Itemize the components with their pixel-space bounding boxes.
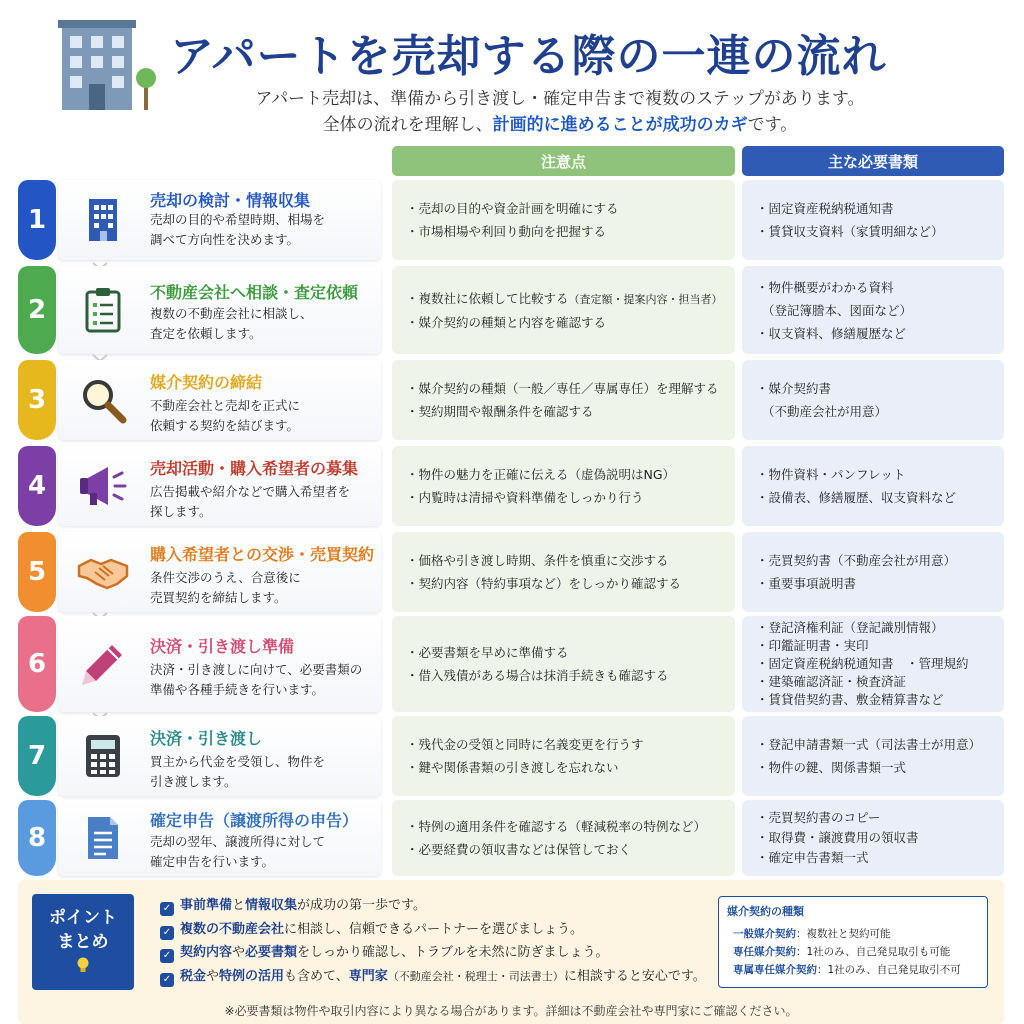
notes-card (392, 180, 735, 260)
step-title: 媒介契約の締結 (150, 373, 263, 392)
note-item: ・複数社に依頼して比較する（査定額・提案内容・担当者） (406, 290, 723, 306)
points-summary-box: ポイント まとめ (32, 894, 134, 990)
step-4 (18, 446, 1004, 526)
step-card (58, 180, 381, 260)
handshake-icon (76, 545, 130, 599)
step-title: 決済・引き渡し準備 (150, 637, 295, 656)
docs-card (742, 266, 1004, 354)
magnifier-icon (76, 373, 130, 427)
step-description: 広告掲載や紹介などで購入希望者を 探します。 (150, 484, 351, 519)
step-description: 条件交渉のうえ、合意後に 売買契約を締結します。 (150, 570, 301, 605)
docs-card (742, 716, 1004, 796)
note-item: ・売却の目的や資金計画を明確にする (406, 201, 619, 216)
type-row: 専属専任媒介契約：1社のみ、自己発見取引不可 (733, 964, 961, 976)
check-icon: ✓ (160, 973, 174, 987)
step-number: 5 (18, 532, 56, 612)
page-title: アパートを売却する際の一連の流れ (170, 31, 887, 82)
step-card (58, 532, 381, 612)
step-number: 8 (18, 800, 56, 876)
doc-item: ・賃貸借契約書、敷金精算書など (756, 692, 944, 707)
doc-item: ・収支資料、修繕履歴など (756, 325, 907, 341)
doc-item: ・登記申請書類一式（司法書士が用意） (756, 737, 982, 752)
note-item: ・契約内容（特約事項など）をしっかり確認する (406, 576, 682, 591)
step-number: 1 (18, 180, 56, 260)
step-title: 購入希望者との交渉・売買契約 (150, 545, 375, 564)
check-icon: ✓ (160, 926, 174, 940)
doc-item: ・印鑑証明書・実印 (756, 638, 869, 653)
note-item: ・特例の適用条件を確認する（軽減税率の特例など） (406, 819, 707, 834)
step-description: 不動産会社と売却を正式に 依頼する契約を結びます。 (150, 398, 301, 433)
step-title: 決済・引き渡し (150, 729, 263, 748)
summary-point: ✓ 税金や特例の活用も含めて、専門家（不動産会社・税理士・司法書士）に相談すると安心です。 (160, 965, 730, 989)
doc-item: ・賃貸収支資料（家賃明細など） (756, 224, 944, 239)
notes-card (392, 800, 735, 876)
step-description: 売却の翌年、譲渡所得に対して 確定申告を行います。 (150, 834, 326, 869)
step-number: 4 (18, 446, 56, 526)
step-card (58, 360, 381, 440)
doc-item: ・登記済権利証（登記識別情報） (756, 620, 944, 635)
summary-panel (18, 880, 1004, 1024)
notes-card (392, 360, 735, 440)
docs-card (742, 180, 1004, 260)
notes-card (392, 266, 735, 354)
calculator-icon (76, 729, 130, 783)
doc-item: ・重要事項説明書 (756, 576, 857, 591)
megaphone-icon (76, 459, 130, 513)
note-item: ・鍵や関係書類の引き渡しを忘れない (406, 760, 619, 775)
step-description: 決済・引き渡しに向けて、必要書類の 準備や各種手続きを行います。 (150, 662, 363, 697)
summary-point: ✓ 複数の不動産会社に相談し、信頼できるパートナーを選びましょう。 (160, 918, 730, 942)
docs-card (742, 616, 1004, 712)
step-6 (18, 616, 1004, 712)
step-3 (18, 360, 1004, 440)
step-number: 6 (18, 616, 56, 712)
subtitle-highlight: 計画的に進めることが成功のカギ (492, 115, 748, 135)
step-card (58, 616, 381, 712)
summary-point: ✓ 契約内容や必要書類をしっかり確認し、トラブルを未然に防ぎましょう。 (160, 941, 730, 965)
type-row: 専任媒介契約：1社のみ、自己発見取引も可能 (733, 946, 951, 958)
doc-item: ・媒介契約書 (756, 381, 832, 396)
step-title: 不動産会社へ相談・査定依頼 (150, 283, 359, 302)
docs-card (742, 800, 1004, 876)
step-title: 売却活動・購入希望者の募集 (150, 459, 359, 478)
note-item: ・市場相場や利回り動向を把握する (406, 224, 607, 239)
check-icon: ✓ (160, 949, 174, 963)
lightbulb-icon (75, 956, 91, 974)
step-card (58, 266, 381, 354)
notes-card (392, 446, 735, 526)
step-card (58, 716, 381, 796)
header (0, 0, 1024, 140)
page-subtitle-line1: アパート売却は、準備から引き渡し・確定申告まで複数のステップがあります。 (255, 89, 865, 109)
doc-item: ・物件資料・パンフレット (756, 467, 906, 482)
doc-item: ・物件の鍵、関係書類一式 (756, 760, 907, 775)
doc-item: ・建築確認済証・検査済証 (756, 674, 907, 689)
note-item: ・物件の魅力を正確に伝える（虚偽説明はNG） (406, 467, 676, 482)
note-item: ・残代金の受領と同時に名義変更を行うす (406, 737, 644, 752)
page-subtitle-line2: 全体の流れを理解し、計画的に進めることが成功のカギです。 (322, 115, 798, 135)
clipboard-icon (76, 283, 130, 337)
doc-item: ・確定申告書類一式 (756, 850, 869, 865)
step-number: 2 (18, 266, 56, 354)
step-8 (18, 800, 1004, 876)
note-item: ・媒介契約の種類（一般／専任／専属専任）を理解する (406, 381, 719, 396)
note-item: ・必要経費の領収書などは保管しておく (406, 842, 632, 857)
doc-item: ・売買契約書のコピー (756, 810, 881, 825)
check-icon: ✓ (160, 902, 174, 916)
step-5 (18, 532, 1004, 612)
doc-item: ・取得費・譲渡費用の領収書 (756, 830, 919, 845)
doc-item: ・固定資産税納税通知書 (756, 201, 894, 216)
office-building-icon (76, 193, 130, 247)
notes-column-header: 注意点 (392, 146, 735, 176)
step-1 (18, 180, 1004, 260)
docs-card (742, 446, 1004, 526)
type-row: 一般媒介契約：複数社と契約可能 (733, 928, 891, 940)
step-number: 7 (18, 716, 56, 796)
footnote: ※必要書類は物件や取引内容により異なる場合があります。詳細は不動産会社や専門家にご確認ください。 (224, 1004, 798, 1018)
summary-point: ✓ 事前準備と情報収集が成功の第一歩です。 (160, 894, 730, 918)
note-item: ・価格や引き渡し時期、条件を慎重に交渉する (406, 553, 669, 568)
step-title: 売却の検討・情報収集 (150, 191, 311, 210)
step-description: 複数の不動産会社に相談し、 査定を依頼します。 (150, 306, 313, 341)
notes-card (392, 716, 735, 796)
docs-column-header: 主な必要書類 (742, 146, 1004, 176)
step-title: 確定申告（譲渡所得の申告） (150, 811, 359, 830)
notes-card (392, 532, 735, 612)
types-title: 媒介契約の種類 (727, 905, 804, 918)
step-description: 売却の目的や希望時期、相場を 調べて方向性を決めます。 (150, 212, 326, 247)
step-number: 3 (18, 360, 56, 440)
step-description: 買主から代金を受領し、物件を 引き渡します。 (150, 754, 326, 789)
step-2 (18, 266, 1004, 354)
doc-item: ・物件概要がわかる資料 (756, 279, 894, 295)
doc-item: （不動産会社が用意） (762, 404, 888, 419)
note-item: ・契約期間や報酬条件を確認する (406, 404, 594, 419)
summary-points (160, 894, 730, 988)
notes-card (392, 616, 735, 712)
doc-item: ・固定資産税納税通知書 ・管理規約 (756, 656, 969, 671)
step-card (58, 446, 381, 526)
doc-item: （登記簿謄本、図面など） (762, 302, 913, 318)
document-icon (76, 811, 130, 865)
note-item: ・内覧時は清掃や資料準備をしっかり行う (406, 490, 644, 505)
step-card (58, 800, 381, 876)
step-7 (18, 716, 1004, 796)
pen-icon (76, 637, 130, 691)
note-item: ・媒介契約の種類と内容を確認する (406, 314, 607, 330)
doc-item: ・売買契約書（不動産会社が用意） (756, 553, 957, 568)
mediation-contract-types (718, 896, 988, 988)
docs-card (742, 360, 1004, 440)
note-item: ・必要書類を早めに準備する (406, 645, 569, 660)
building-icon (58, 20, 156, 112)
docs-card (742, 532, 1004, 612)
note-item: ・借入残債がある場合は抹消手続きも確認する (406, 668, 669, 683)
doc-item: ・設備表、修繕履歴、収支資料など (756, 490, 957, 505)
